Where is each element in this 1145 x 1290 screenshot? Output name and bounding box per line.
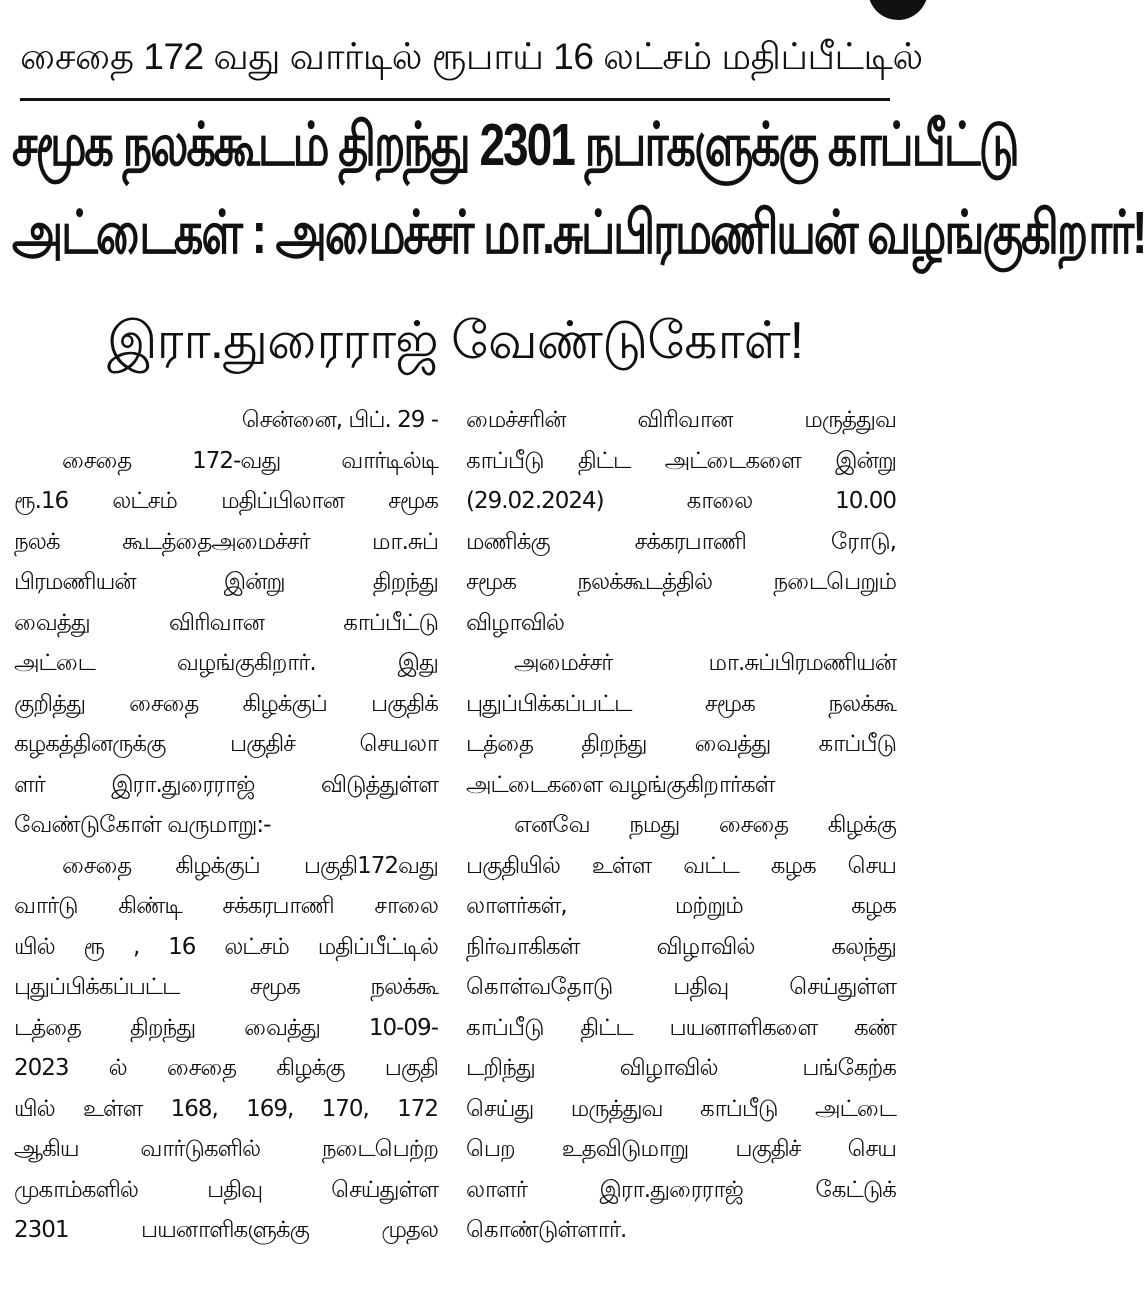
body-line: ஆகிய வார்டுகளில் நடைபெற்ற — [14, 1136, 438, 1162]
body-line: கழகத்தினருக்கு பகுதிச் செயலா — [14, 731, 438, 757]
dateline: சென்னை, பிப். 29 - — [241, 407, 438, 433]
body-line: பெற உதவிடுமாறு பகுதிச் செய — [466, 1136, 896, 1162]
body-line: கொண்டுள்ளார். — [466, 1217, 627, 1243]
body-line: குறித்து சைதை கிழக்குப் பகுதிக் — [14, 690, 438, 717]
body-line: வைத்து விரிவான காப்பீட்டு — [14, 609, 438, 636]
subheadline: இரா.துரைராஜ் வேண்டுகோள்! — [106, 312, 804, 370]
body-line: யில் உள்ள 168, 169, 170, 172 — [14, 1095, 438, 1122]
body-line: பிரமணியன் இன்று திறந்து — [14, 569, 438, 595]
body-line: வேண்டுகோள் வருமாறு:- — [14, 812, 271, 838]
body-line: அட்டை வழங்குகிறார். இது — [14, 650, 438, 676]
body-line: காப்பீடு திட்ட அட்டைகளை இன்று — [466, 447, 896, 474]
body-line: 2301 பயனாளிகளுக்கு முதல — [14, 1217, 438, 1243]
body-line: மணிக்கு சக்கரபாணி ரோடு, — [466, 528, 896, 555]
kicker-headline: சைதை 172 வது வார்டில் ரூபாய் 16 லட்சம் மதிப்பீட்டில் — [20, 36, 923, 77]
body-line: லாளர்கள், மற்றும் கழக — [466, 893, 896, 919]
body-line: புதுப்பிக்கப்பட்ட சமூக நலக்கூ — [466, 690, 896, 717]
body-line: முகாம்களில் பதிவு செய்துள்ள — [14, 1176, 438, 1203]
body-line: லாளர் இரா.துரைராஜ் கேட்டுக் — [466, 1176, 896, 1203]
body-line: 2023 ல் சைதை கிழக்கு பகுதி — [14, 1055, 438, 1081]
body-line: சைதை 172-வது வார்டில்டி — [62, 447, 438, 474]
corner-logo-mark — [868, 0, 928, 20]
body-line: டறிந்து விழாவில் பங்கேற்க — [466, 1055, 896, 1081]
body-line: வார்டு கிண்டி சக்கரபாணி சாலை — [14, 893, 438, 919]
body-line: டத்தை திறந்து வைத்து காப்பீடு — [466, 731, 896, 757]
body-line: ரூ.16 லட்சம் மதிப்பிலான சமூக — [14, 488, 438, 514]
article-column-left — [14, 400, 438, 1251]
body-line: ளர் இரா.துரைராஜ் விடுத்துள்ள — [14, 771, 438, 798]
body-line: யில் ரூ , 16 லட்சம் மதிப்பீட்டில் — [14, 933, 438, 960]
body-line: விழாவில் — [466, 609, 564, 636]
body-line: மைச்சரின் விரிவான மருத்துவ — [466, 407, 896, 433]
main-headline-line-1: சமூக நலக்கூடம் திறந்து 2301 நபர்களுக்கு காப்பீட்டு — [12, 110, 1018, 178]
body-line: புதுப்பிக்கப்பட்ட சமூக நலக்கூ — [14, 974, 438, 1000]
body-line: டத்தை திறந்து வைத்து 10-09- — [14, 1014, 438, 1041]
body-line: எனவே நமது சைதை கிழக்கு — [514, 812, 896, 838]
body-line: கொள்வதோடு பதிவு செய்துள்ள — [466, 974, 896, 1000]
body-line: (29.02.2024) காலை 10.00 — [466, 488, 896, 514]
body-line: செய்து மருத்துவ காப்பீடு அட்டை — [466, 1095, 896, 1122]
body-line: பகுதியில் உள்ள வட்ட கழக செய — [466, 852, 896, 879]
body-line: நிர்வாகிகள் விழாவில் கலந்து — [466, 933, 896, 960]
body-line: சைதை கிழக்குப் பகுதி172வது — [62, 852, 438, 879]
body-line: காப்பீடு திட்ட பயனாளிகளை கண் — [466, 1014, 896, 1041]
main-headline-line-2: அட்டைகள் : அமைச்சர் மா.சுப்பிரமணியன் வழங்குகிறார்! — [12, 198, 1145, 266]
article-column-right — [466, 400, 896, 1251]
body-line: அமைச்சர் மா.சுப்பிரமணியன் — [514, 650, 896, 676]
body-line: அட்டைகளை வழங்குகிறார்கள் — [466, 771, 775, 798]
body-line: சமூக நலக்கூடத்தில் நடைபெறும் — [466, 569, 896, 595]
body-line: நலக் கூடத்தைஅமைச்சர் மா.சுப் — [14, 528, 438, 555]
